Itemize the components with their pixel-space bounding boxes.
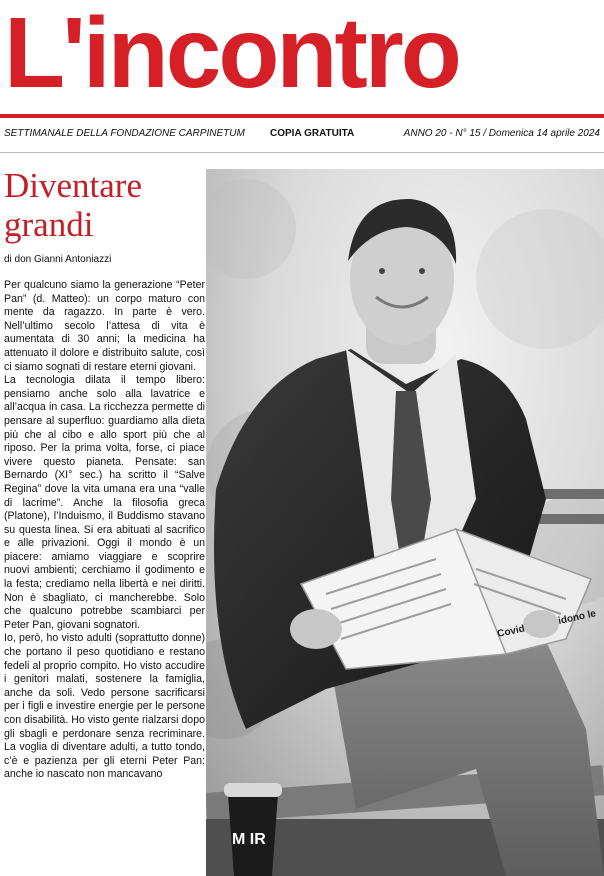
left-hand	[290, 609, 342, 649]
right-hand	[523, 610, 559, 638]
article-title: Diventare grandi	[4, 166, 142, 244]
article-paragraph: Io, però, ho visto adulti (soprattutto donne) che portano il peso quotidiano e restano fedeli al proprio compito. Ho visto accudire i genitori malati, sostenere la famiglia, anche da soli. Vedo persone sacrificarsi per i figli e investire energie per le persone con disabilità. Ho visto gente rialzarsi dopo gli sbagli e perdonare senza recriminare. La voglia di diventare adulti, a tutto tondo, c’è e pazienza per gli eterni Peter Pan: anche io nascato non mancavano	[4, 632, 205, 781]
article-paragraph: Per qualcuno siamo la generazione “Peter Pan” (d. Matteo): un corpo maturo con mente da ragazzo. In parte è vero. Nell’ultimo secolo l’attesa di vita è aumentata di 30 anni; la medicina ha attenuato il dolore e distribuito salute, così ci siamo sognati di restare eterni giovani.	[4, 279, 205, 373]
divider	[0, 152, 604, 153]
tagline: SETTIMANALE DELLA FONDAZIONE CARPINETUM	[4, 128, 245, 139]
article-byline: di don Gianni Antoniazzi	[4, 254, 112, 265]
article-body	[4, 279, 205, 875]
masthead-rule	[0, 114, 604, 118]
masthead-logo[interactable]: L'incontro	[4, 0, 459, 109]
issue-info: ANNO 20 - N° 15 / Domenica 14 aprile 2024	[403, 128, 600, 139]
cup-text: M IR	[232, 831, 266, 848]
masthead	[0, 0, 604, 124]
article-photo	[206, 169, 604, 876]
portrait-illustration	[206, 169, 604, 876]
newspaper-headline: Covid-19 decidono le	[496, 608, 598, 640]
issue-line	[4, 128, 600, 144]
copy-note: COPIA GRATUITA	[270, 128, 355, 139]
article-paragraph: La tecnologia dilata il tempo libero: pensiamo anche solo alla lavatrice e all’acqua in casa. La ricchezza permette di pensare al superfluo: guardiamo alla dieta più che al cibo e allo sport più che al riposo. Per la prima volta, forse, ci piace vivere questo pianeta. Pensate: san Bernardo (XI° sec.) ha scritto il “Salve Regina” dove la vita umana era una “valle di lacrime”. Anche la filosofia greca (Platone), l’Induismo, il Buddismo stavano su questa linea. Si era abituati al sacrifico e alle privazioni. Oggi il mondo è un piacere: amiamo viaggiare e scoprire nuovi ambienti; cerchiamo il godimento e la festa; crediamo nella libertà e nei diritti. Non è sbagliato, ci mancherebbe. Solo che qualcuno potrebbe scambiarci per Peter Pan, giovani sognatori.	[4, 374, 205, 631]
